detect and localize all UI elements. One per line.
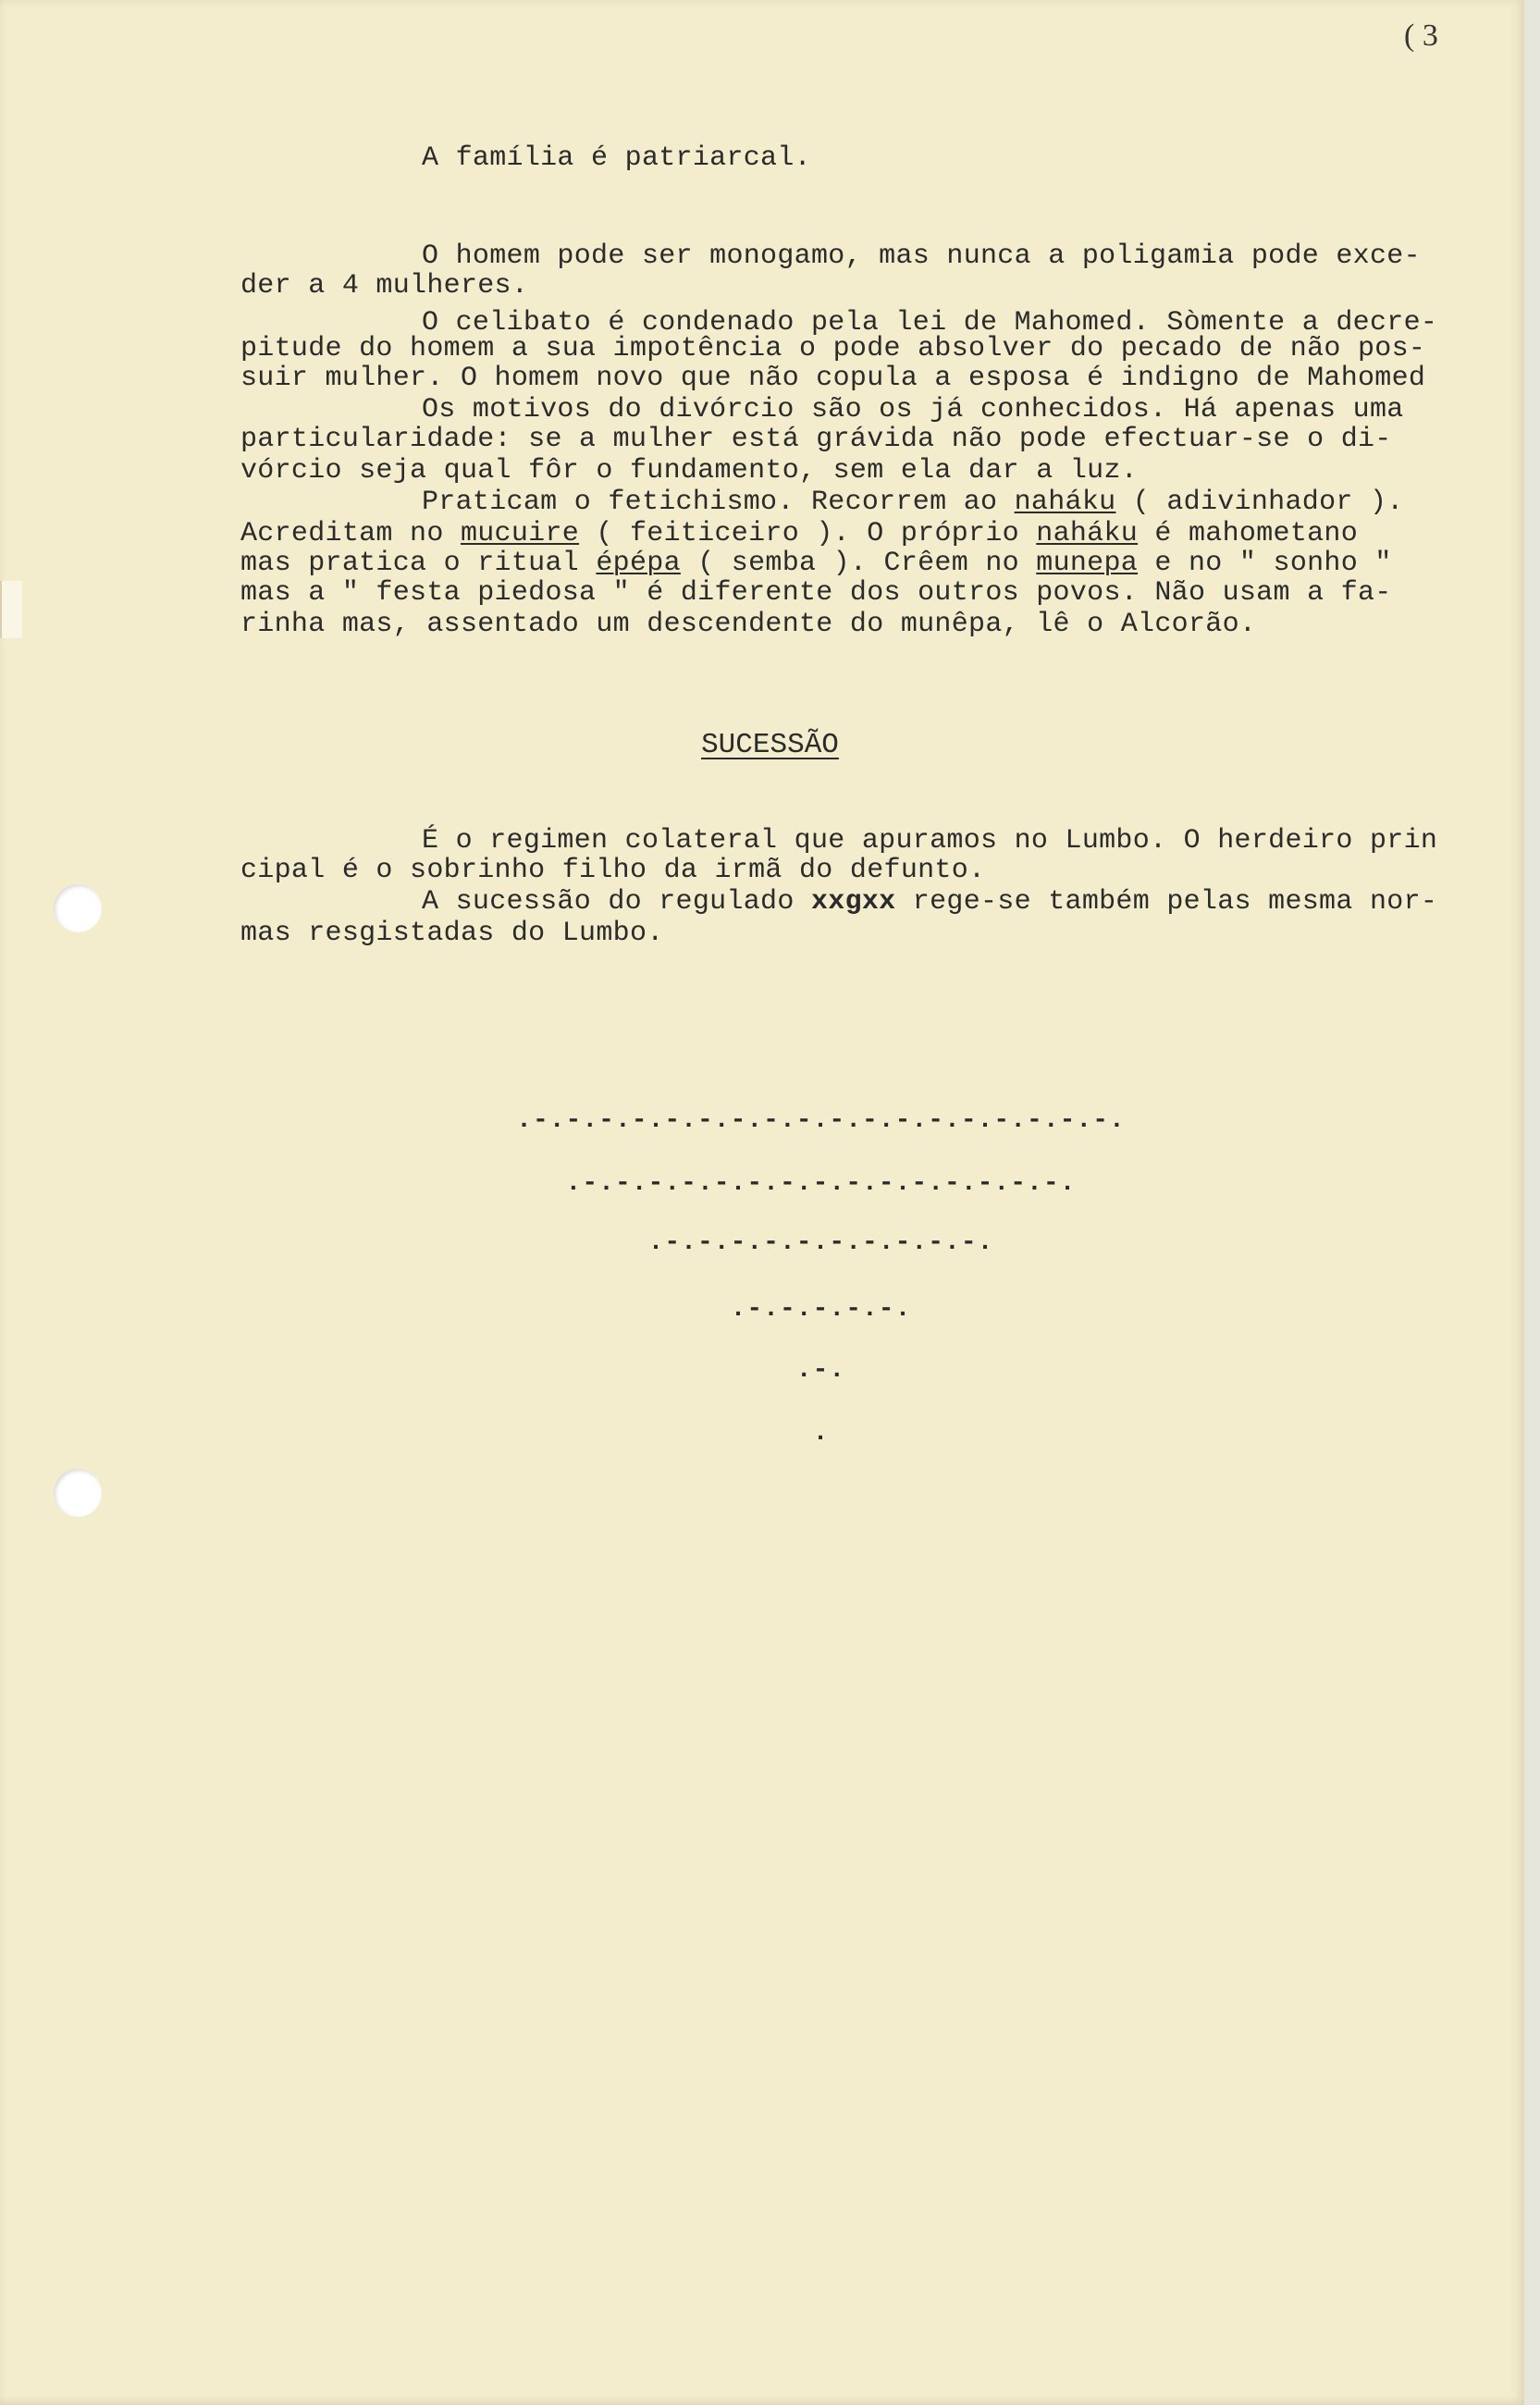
punch-hole-top — [54, 884, 102, 932]
text-line: mas a " festa piedosa " é diferente dos outros povos. Não usam a fa- — [240, 577, 1392, 609]
text-line: Os motivos do divórcio são os já conhecidos. Há apenas uma — [422, 394, 1404, 426]
text-line: O homem pode ser monogamo, mas nunca a poligamia pode exce- — [422, 240, 1421, 272]
paper-tear — [0, 581, 22, 638]
punch-hole-bottom — [54, 1469, 102, 1517]
underlined-term: mucuire — [460, 518, 580, 549]
text-line — [240, 520, 1358, 548]
text-line: suir mulher. O homem novo que não copula a esposa é indigno de Mahomed — [240, 363, 1426, 394]
text-run: Praticam o fetichismo. Recorrem ao — [422, 487, 1015, 518]
text-line: rinha mas, assentado um descendente do munêpa, lê o Alcorão. — [240, 609, 1257, 640]
section-heading — [0, 729, 1540, 761]
text-run: A sucessão do regulado — [422, 886, 811, 918]
text-run: rege-se também pelas mesma nor- — [895, 886, 1438, 918]
text-line: der a 4 mulheres. — [240, 270, 529, 302]
separator-line: .-.-.-.-.-.-.-.-.-.-. — [647, 1228, 994, 1257]
section-title: SUCESSÃO — [701, 729, 839, 761]
underlined-term: naháku — [1036, 518, 1139, 549]
page-number: ( 3 — [1404, 18, 1438, 53]
underlined-term: naháku — [1014, 487, 1116, 518]
text-run: Acreditam no — [240, 518, 461, 549]
text-run: ( semba ). Crêem no — [680, 548, 1037, 579]
text-line: cipal é o sobrinho filho da irmã do defunto. — [240, 855, 986, 886]
text-line — [422, 488, 1404, 516]
text-line — [240, 549, 1392, 577]
text-run: é mahometano — [1138, 518, 1359, 549]
text-line: É o regimen colateral que apuramos no Lumbo. O herdeiro prin — [422, 825, 1438, 857]
text-line: pitude do homem a sua impotência o pode absolver do pecado de não pos- — [240, 333, 1426, 364]
text-run: ( feiticeiro ). O próprio — [579, 518, 1037, 549]
separator-line: . — [812, 1419, 830, 1448]
text-run: mas pratica o ritual — [240, 548, 597, 579]
text-line: particularidade: se a mulher está grávida não pode efectuar-se o di- — [240, 424, 1392, 455]
underlined-term: épépa — [596, 548, 681, 579]
separator-line: .-.-.-.-.-.-.-.-.-.-.-.-.-.-.-.-.-.-. — [516, 1106, 1126, 1135]
page-edge — [1524, 0, 1540, 2405]
text-line: mas resgistadas do Lumbo. — [240, 918, 664, 949]
separator-line: .-.-.-.-.-. — [730, 1295, 912, 1324]
text-run: ( adivinhador ). — [1115, 487, 1404, 518]
underlined-term: munepa — [1036, 548, 1139, 579]
text-run: e no " sonho " — [1138, 548, 1392, 579]
separator-line: .-. — [795, 1356, 846, 1385]
text-line: O celibato é condenado pela lei de Mahomed. Sòmente a decre- — [422, 307, 1438, 339]
text-line: A família é patriarcal. — [422, 142, 811, 174]
text-line: vórcio seja qual fôr o fundamento, sem ela dar a luz. — [240, 455, 1139, 487]
separator-line: .-.-.-.-.-.-.-.-.-.-.-.-.-.-.-. — [565, 1169, 1077, 1198]
text-line — [422, 888, 1437, 916]
struck-out-word: xxgxx — [810, 886, 896, 918]
